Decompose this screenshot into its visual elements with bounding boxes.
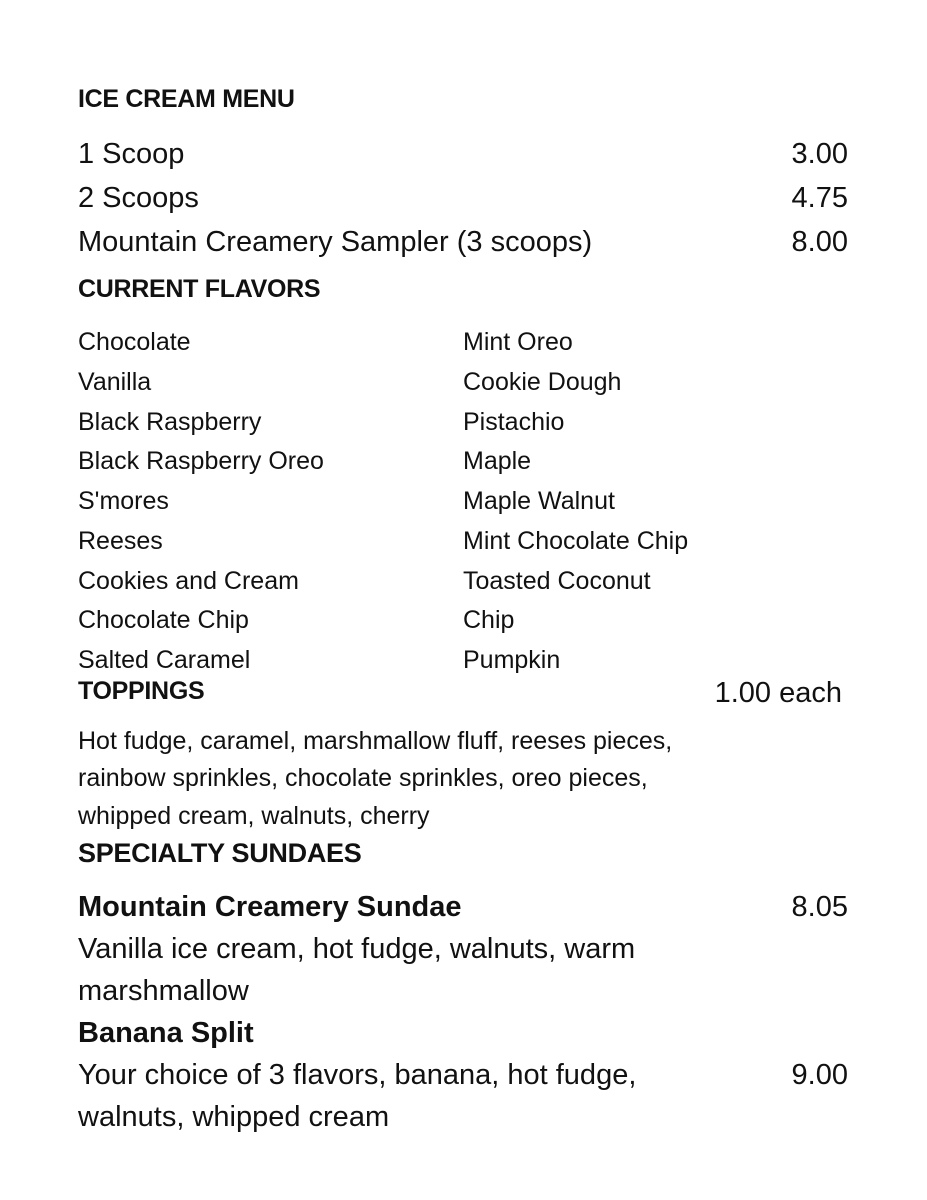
- scoop-item-label: Mountain Creamery Sampler (3 scoops): [78, 226, 593, 258]
- flavor-item: Cookies and Cream: [78, 567, 299, 595]
- flavor-item: Mint Chocolate Chip: [463, 527, 689, 555]
- flavor-item: Pumpkin: [463, 646, 561, 674]
- flavor-item: Toasted Coconut: [463, 567, 651, 595]
- flavor-item: Maple: [463, 447, 532, 475]
- sundaes-title: SPECIALTY SUNDAES: [78, 838, 362, 868]
- sundae-description: marshmallow: [78, 975, 249, 1007]
- flavor-item: Chocolate Chip: [78, 606, 249, 634]
- scoop-item-label: 2 Scoops: [78, 182, 199, 214]
- scoop-item-price: 4.75: [791, 182, 848, 214]
- sundae-description: Your choice of 3 flavors, banana, hot fudge,: [78, 1059, 637, 1091]
- toppings-line: Hot fudge, caramel, marshmallow fluff, reeses pieces,: [78, 727, 673, 755]
- flavor-item: S'mores: [78, 487, 169, 515]
- scoop-item-price: 3.00: [791, 138, 848, 170]
- flavor-item: Chocolate: [78, 328, 191, 356]
- flavor-item: Black Raspberry: [78, 408, 262, 436]
- toppings-line: rainbow sprinkles, chocolate sprinkles, oreo pieces,: [78, 764, 648, 792]
- sundae-price: 9.00: [791, 1059, 848, 1091]
- flavor-item: Cookie Dough: [463, 368, 622, 396]
- flavor-item: Chip: [463, 606, 515, 634]
- toppings-price: 1.00 each: [714, 677, 842, 709]
- sundae-price: 8.05: [791, 891, 848, 923]
- sundae-description: walnuts, whipped cream: [78, 1101, 390, 1133]
- flavor-item: Reeses: [78, 527, 163, 555]
- menu-title: ICE CREAM MENU: [78, 85, 295, 113]
- scoop-item-label: 1 Scoop: [78, 138, 185, 170]
- flavor-item: Pistachio: [463, 408, 565, 436]
- sundae-name: Banana Split: [78, 1017, 254, 1049]
- toppings-line: whipped cream, walnuts, cherry: [78, 802, 430, 830]
- flavor-item: Maple Walnut: [463, 487, 615, 515]
- scoop-item-price: 8.00: [791, 226, 848, 258]
- flavor-item: Mint Oreo: [463, 328, 573, 356]
- sundae-description: Vanilla ice cream, hot fudge, walnuts, warm: [78, 933, 636, 965]
- sundae-name: Mountain Creamery Sundae: [78, 891, 462, 923]
- flavor-item: Black Raspberry Oreo: [78, 447, 324, 475]
- flavor-item: Vanilla: [78, 368, 152, 396]
- flavors-title: CURRENT FLAVORS: [78, 275, 321, 303]
- toppings-title: TOPPINGS: [78, 677, 205, 705]
- flavor-item: Salted Caramel: [78, 646, 251, 674]
